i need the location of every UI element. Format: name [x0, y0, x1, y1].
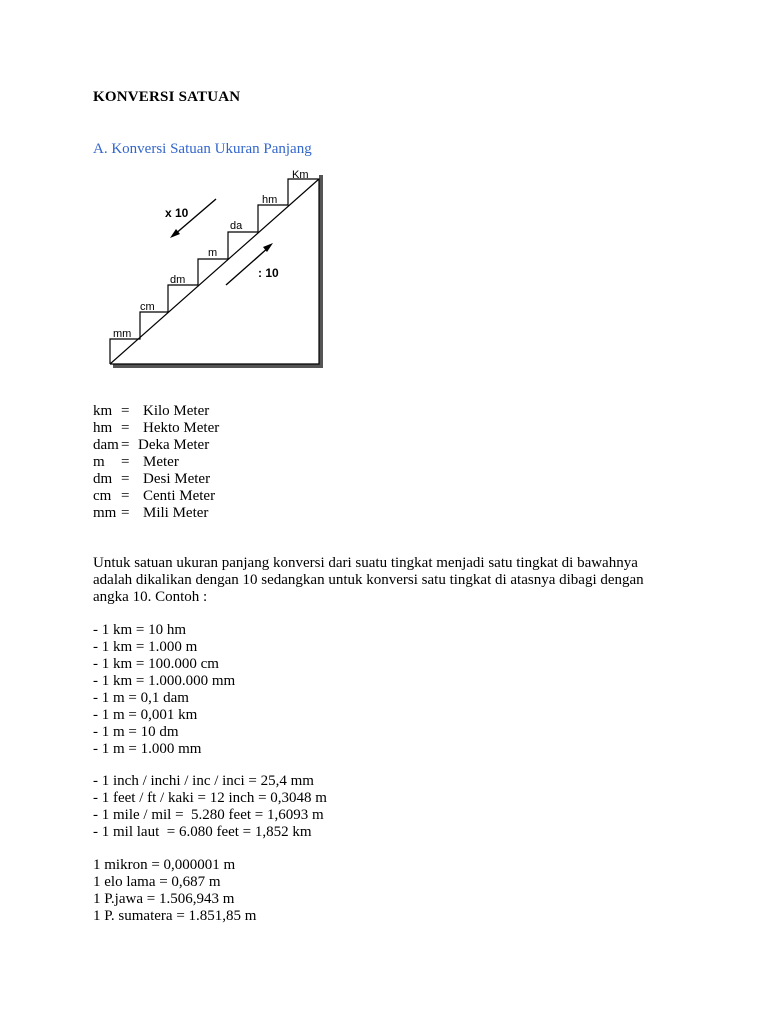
section-heading: A. Konversi Satuan Ukuran Panjang	[93, 141, 312, 157]
list-item: - 1 m = 10 dm	[93, 724, 179, 740]
equals-sign: =	[121, 488, 130, 504]
paragraph-line: angka 10. Contoh :	[93, 589, 208, 605]
list-item: - 1 mile / mil = 5.280 feet = 1,6093 m	[93, 807, 324, 823]
step-label-cm: cm	[140, 301, 155, 313]
unit-abbr: km	[93, 403, 113, 419]
unit-row	[93, 505, 219, 522]
unit-name: Hekto Meter	[143, 420, 220, 436]
unit-list	[93, 403, 219, 522]
equals-sign: =	[121, 454, 130, 470]
staircase-diagonal	[110, 179, 319, 364]
equals-sign: =	[121, 403, 130, 419]
paragraph-line: Untuk satuan ukuran panjang konversi dari suatu tingkat menjadi satu tingkat di bawahnya	[93, 555, 638, 571]
list-item: - 1 mil laut = 6.080 feet = 1,852 km	[93, 824, 312, 840]
page-title: KONVERSI SATUAN	[93, 89, 241, 105]
list-item: 1 elo lama = 0,687 m	[93, 874, 221, 890]
step-label-km: Km	[292, 169, 309, 181]
unit-name: Deka Meter	[138, 437, 210, 453]
unit-name: Desi Meter	[143, 471, 211, 487]
step-label-m: m	[208, 247, 218, 259]
unit-name: Meter	[143, 454, 179, 470]
unit-row	[93, 454, 219, 471]
list-item: - 1 m = 1.000 mm	[93, 741, 202, 757]
unit-abbr: dm	[93, 471, 113, 487]
metric-examples-list	[93, 622, 235, 758]
unit-row	[93, 488, 219, 505]
unit-abbr: cm	[93, 488, 112, 504]
list-item: 1 P. sumatera = 1.851,85 m	[93, 908, 257, 924]
divide-label: : 10	[258, 266, 279, 280]
unit-abbr: m	[93, 454, 105, 470]
list-item: - 1 inch / inchi / inc / inci = 25,4 mm	[93, 773, 314, 789]
unit-abbr: hm	[93, 420, 113, 436]
equals-sign: =	[121, 437, 130, 453]
unit-abbr: dam	[93, 437, 119, 453]
list-item: - 1 km = 100.000 cm	[93, 656, 219, 672]
multiply-label: x 10	[165, 206, 189, 220]
paragraph-line: adalah dikalikan dengan 10 sedangkan untuk konversi satu tingkat di atasnya dibagi dengan	[93, 572, 644, 588]
unit-row	[93, 471, 219, 488]
equals-sign: =	[121, 505, 130, 521]
list-item: - 1 m = 0,1 dam	[93, 690, 189, 706]
unit-staircase-diagram	[108, 167, 324, 369]
equals-sign: =	[121, 471, 130, 487]
unit-row	[93, 403, 219, 420]
explanation-paragraph	[93, 555, 673, 606]
imperial-examples-list	[93, 773, 327, 841]
equals-sign: =	[121, 420, 130, 436]
list-item: - 1 km = 1.000 m	[93, 639, 198, 655]
list-item: - 1 m = 0,001 km	[93, 707, 198, 723]
step-label-da: da	[230, 220, 243, 232]
unit-name: Kilo Meter	[143, 403, 210, 419]
list-item: - 1 km = 1.000.000 mm	[93, 673, 236, 689]
unit-row	[93, 420, 219, 437]
unit-row	[93, 437, 219, 454]
unit-abbr: mm	[93, 505, 117, 521]
step-label-dm: dm	[170, 274, 186, 286]
step-label-hm: hm	[262, 194, 278, 206]
unit-name: Centi Meter	[143, 488, 216, 504]
list-item: 1 P.jawa = 1.506,943 m	[93, 891, 235, 907]
list-item: - 1 feet / ft / kaki = 12 inch = 0,3048 m	[93, 790, 327, 806]
list-item: 1 mikron = 0,000001 m	[93, 857, 236, 873]
unit-name: Mili Meter	[143, 505, 209, 521]
step-label-mm: mm	[113, 328, 132, 340]
other-examples-list	[93, 857, 256, 925]
list-item: - 1 km = 10 hm	[93, 622, 187, 638]
